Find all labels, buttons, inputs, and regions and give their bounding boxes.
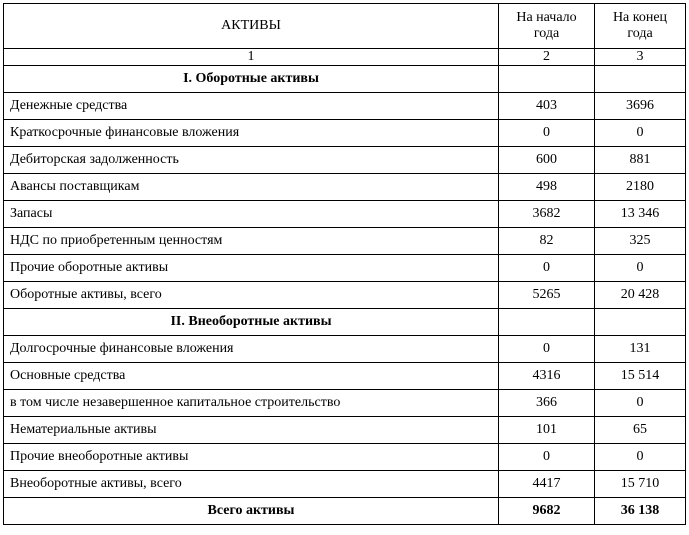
table-row xyxy=(4,390,686,417)
header-end-line1: На конец xyxy=(612,10,668,25)
table-row xyxy=(4,255,686,282)
empty-cell xyxy=(595,66,686,93)
row-value-start: 366 xyxy=(499,390,595,417)
row-label: Авансы поставщикам xyxy=(4,174,499,201)
row-value-start: 101 xyxy=(499,417,595,444)
row-label: Денежные средства xyxy=(4,93,499,120)
row-label: Запасы xyxy=(4,201,499,228)
row-label: в том числе незавершенное капитальное строительство xyxy=(4,390,499,417)
row-value-end: 0 xyxy=(595,120,686,147)
row-value-end: 131 xyxy=(595,336,686,363)
total-value-end: 36 138 xyxy=(595,498,686,525)
empty-cell xyxy=(499,66,595,93)
column-number-3: 3 xyxy=(595,49,686,66)
row-value-end: 15 514 xyxy=(595,363,686,390)
row-value-end: 20 428 xyxy=(595,282,686,309)
row-value-start: 4316 xyxy=(499,363,595,390)
row-value-end: 3696 xyxy=(595,93,686,120)
row-value-end: 881 xyxy=(595,147,686,174)
table-body xyxy=(4,4,686,525)
column-number-1: 1 xyxy=(4,49,499,66)
table-row xyxy=(4,282,686,309)
row-label: Прочие оборотные активы xyxy=(4,255,499,282)
header-assets: АКТИВЫ xyxy=(4,4,499,49)
column-numbers-row xyxy=(4,49,686,66)
section-title: I. Оборотные активы xyxy=(4,66,499,93)
table-row xyxy=(4,120,686,147)
row-value-end: 65 xyxy=(595,417,686,444)
header-row xyxy=(4,4,686,49)
total-row xyxy=(4,498,686,525)
row-label: Прочие внеоборотные активы xyxy=(4,444,499,471)
row-label: Долгосрочные финансовые вложения xyxy=(4,336,499,363)
row-label: Краткосрочные финансовые вложения xyxy=(4,120,499,147)
table-row xyxy=(4,471,686,498)
row-value-end: 13 346 xyxy=(595,201,686,228)
row-value-end: 15 710 xyxy=(595,471,686,498)
row-value-start: 5265 xyxy=(499,282,595,309)
row-value-start: 4417 xyxy=(499,471,595,498)
section-heading-row xyxy=(4,66,686,93)
row-label: НДС по приобретенным ценностям xyxy=(4,228,499,255)
row-value-start: 0 xyxy=(499,444,595,471)
header-start-line2: года xyxy=(533,26,560,41)
empty-cell xyxy=(499,309,595,336)
row-value-start: 0 xyxy=(499,120,595,147)
row-label: Дебиторская задолженность xyxy=(4,147,499,174)
table-row xyxy=(4,147,686,174)
row-label: Оборотные активы, всего xyxy=(4,282,499,309)
header-end-of-year xyxy=(595,4,686,49)
row-label: Основные средства xyxy=(4,363,499,390)
row-value-end: 0 xyxy=(595,444,686,471)
table-row xyxy=(4,228,686,255)
row-label: Нематериальные активы xyxy=(4,417,499,444)
section-heading-row xyxy=(4,309,686,336)
column-number-2: 2 xyxy=(499,49,595,66)
empty-cell xyxy=(595,309,686,336)
total-label: Всего активы xyxy=(4,498,499,525)
header-start-line1: На начало xyxy=(516,10,577,25)
table-row xyxy=(4,336,686,363)
table-row xyxy=(4,174,686,201)
table-row xyxy=(4,201,686,228)
row-value-end: 0 xyxy=(595,255,686,282)
row-value-start: 82 xyxy=(499,228,595,255)
row-value-end: 2180 xyxy=(595,174,686,201)
total-value-start: 9682 xyxy=(499,498,595,525)
table-row xyxy=(4,93,686,120)
table-row xyxy=(4,417,686,444)
row-value-end: 0 xyxy=(595,390,686,417)
header-end-line2: года xyxy=(627,26,653,41)
row-value-end: 325 xyxy=(595,228,686,255)
row-value-start: 498 xyxy=(499,174,595,201)
table-row xyxy=(4,444,686,471)
header-start-of-year xyxy=(499,4,595,49)
table-row xyxy=(4,363,686,390)
row-label: Внеоборотные активы, всего xyxy=(4,471,499,498)
balance-assets-table xyxy=(3,3,686,525)
row-value-start: 0 xyxy=(499,336,595,363)
section-title: II. Внеоборотные активы xyxy=(4,309,499,336)
row-value-start: 3682 xyxy=(499,201,595,228)
row-value-start: 0 xyxy=(499,255,595,282)
row-value-start: 403 xyxy=(499,93,595,120)
row-value-start: 600 xyxy=(499,147,595,174)
